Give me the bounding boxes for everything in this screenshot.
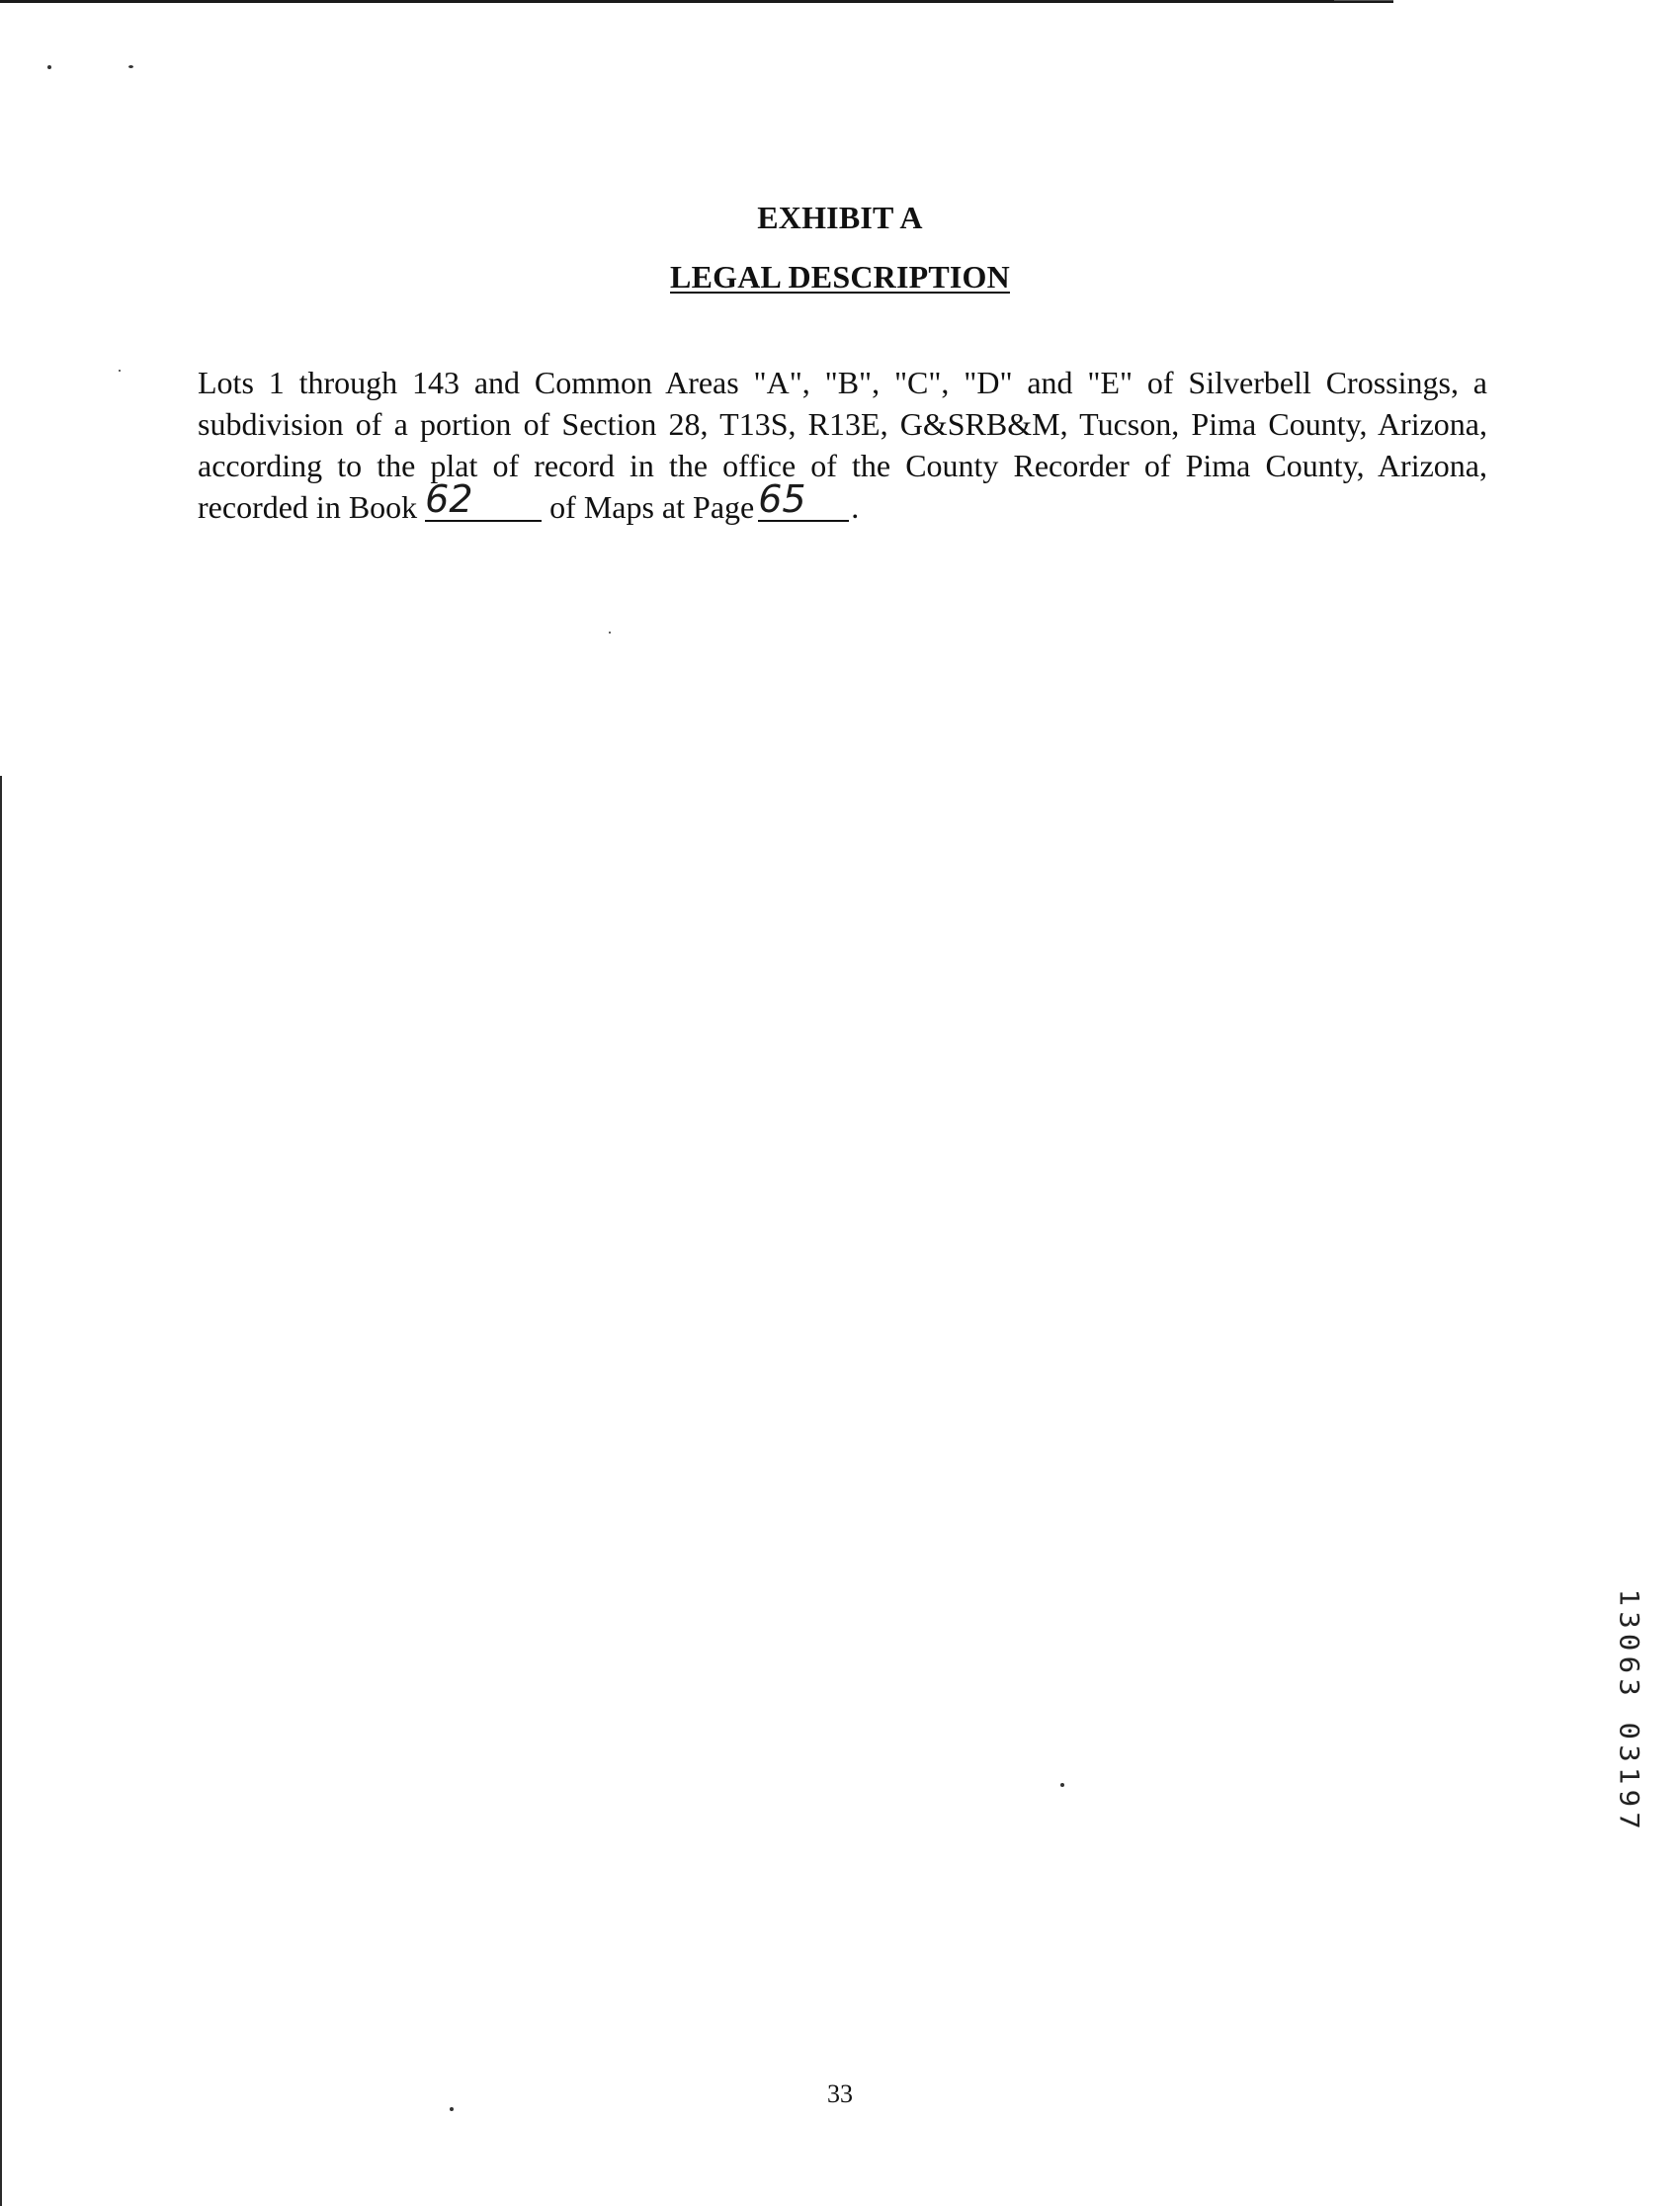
scan-speck: [47, 65, 51, 69]
scan-speck: [128, 65, 133, 68]
recorder-margin-stamp: [1614, 1586, 1643, 1831]
section-title: [0, 259, 1680, 296]
scan-left-edge: [0, 776, 2, 2206]
page-number: 33: [827, 2079, 853, 2108]
recorded-suffix: .: [851, 489, 860, 525]
stamp-digit: 1: [1613, 1588, 1644, 1607]
scan-top-border-tail: [1334, 0, 1393, 1]
exhibit-title: EXHIBIT A: [757, 200, 923, 235]
stamp-digit: 0: [1613, 1633, 1644, 1652]
section-title-text: LEGAL DESCRIPTION: [670, 259, 1010, 295]
scan-speck: [119, 370, 121, 372]
recorded-prefix: recorded in Book: [198, 489, 418, 525]
page-number-blank: [758, 477, 849, 522]
book-number-blank: [425, 477, 542, 522]
stamp-digit: 9: [1613, 1789, 1644, 1808]
paragraph-line: subdivision of a portion of Section 28, T13S, R13E, G&SRB&M, Tucson, Pima County, Arizona,: [198, 406, 1487, 442]
paragraph-line: according to the plat of record in the office of the County Recorder of Pima County, Arizona,: [198, 448, 1487, 483]
stamp-digit: 7: [1613, 1812, 1644, 1829]
handwritten-book-number: 62: [425, 477, 473, 521]
stamp-digit: 0: [1613, 1722, 1644, 1740]
scan-speck: [1060, 1783, 1064, 1787]
stamp-digit: 3: [1613, 1744, 1644, 1762]
handwritten-page-number: 65: [758, 477, 806, 521]
paragraph-last-line: [198, 477, 1487, 528]
stamp-digit: 1: [1613, 1766, 1644, 1785]
stamp-digit: 3: [1613, 1611, 1644, 1629]
stamp-digit: 3: [1613, 1678, 1644, 1696]
legal-description-paragraph: [198, 362, 1487, 528]
scan-speck: [609, 632, 611, 634]
paragraph-line: Lots 1 through 143 and Common Areas "A", "B", "C", "D" and "E" of Silverbell Crossings, a: [198, 365, 1487, 400]
stamp-digit: 6: [1613, 1655, 1644, 1674]
scan-top-border: [0, 0, 1393, 3]
recorded-middle: of Maps at Page: [549, 489, 755, 525]
